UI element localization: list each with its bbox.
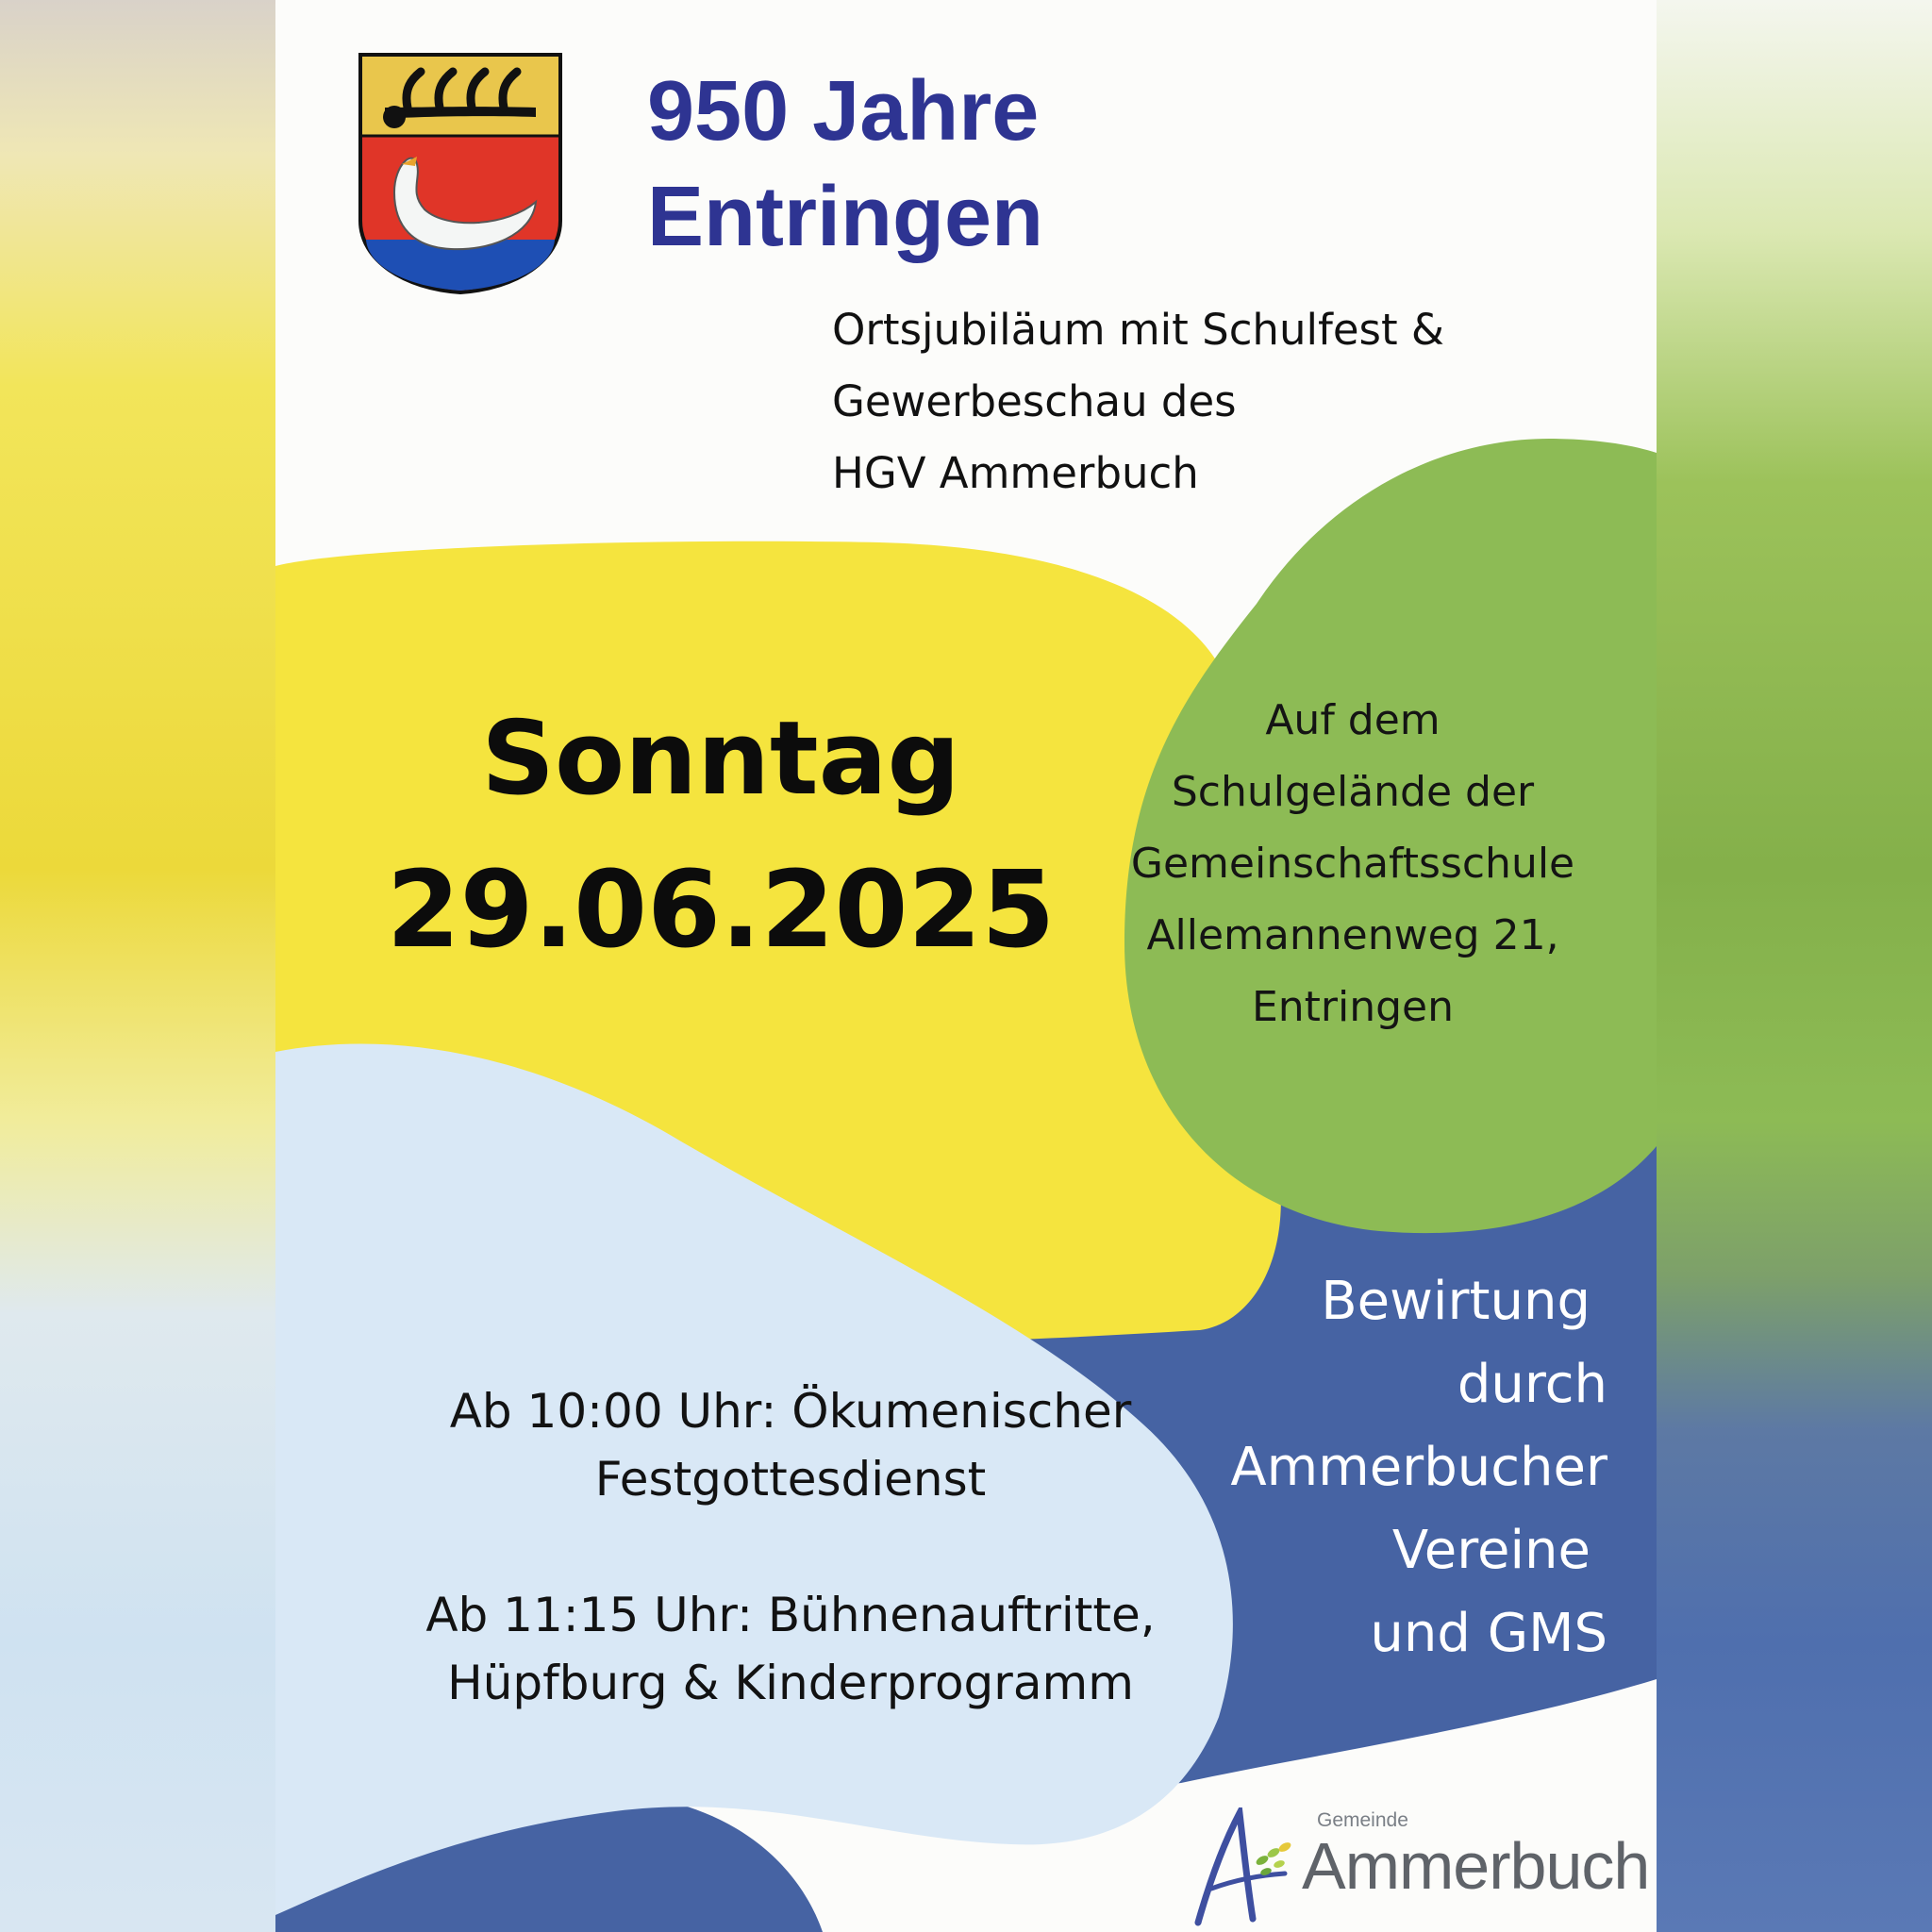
catering-line: und GMS bbox=[1370, 1603, 1607, 1664]
blurred-background-right bbox=[1657, 0, 1932, 1932]
program-item-service bbox=[347, 1377, 1234, 1513]
event-location bbox=[1117, 685, 1589, 1043]
subtitle-line: Ortsjubiläum mit Schulfest & bbox=[832, 305, 1444, 355]
program-line: Festgottesdienst bbox=[594, 1452, 987, 1507]
location-line: Schulgelände der bbox=[1171, 768, 1535, 816]
catering-line: Ammerbucher bbox=[1230, 1437, 1607, 1498]
subtitle bbox=[832, 294, 1444, 509]
subtitle-line: Gewerbeschau des bbox=[832, 376, 1237, 426]
event-date: 29.06.2025 bbox=[386, 849, 1056, 972]
catering-line: Bewirtung bbox=[1321, 1271, 1591, 1332]
catering-line: durch bbox=[1457, 1354, 1607, 1415]
logo-big-text: Ammerbuch bbox=[1302, 1829, 1650, 1903]
ammerbuch-logo-icon bbox=[1191, 1807, 1313, 1932]
catering-line: Vereine bbox=[1391, 1520, 1591, 1581]
poster-title bbox=[647, 58, 1043, 270]
location-line: Entringen bbox=[1251, 983, 1455, 1031]
poster bbox=[275, 0, 1657, 1932]
title-line-1: 950 Jahre bbox=[647, 64, 1040, 158]
coat-of-arms-icon bbox=[357, 51, 564, 296]
title-line-2: Entringen bbox=[647, 170, 1043, 264]
location-line: Allemannenweg 21, bbox=[1146, 911, 1559, 959]
event-day: Sonntag bbox=[481, 700, 960, 818]
location-line: Gemeinschaftsschule bbox=[1130, 840, 1575, 888]
blurred-background-left bbox=[0, 0, 275, 1932]
ammerbuch-logo bbox=[1191, 1807, 1650, 1932]
location-line: Auf dem bbox=[1265, 696, 1441, 744]
program-line: Ab 10:00 Uhr: Ökumenischer bbox=[449, 1384, 1132, 1439]
program-line: Ab 11:15 Uhr: Bühnenauftritte, bbox=[425, 1588, 1156, 1642]
program-item-stage bbox=[347, 1581, 1234, 1717]
logo-small-text: Gemeinde bbox=[1317, 1809, 1408, 1831]
subtitle-line: HGV Ammerbuch bbox=[832, 448, 1199, 498]
catering-info bbox=[1230, 1260, 1607, 1675]
program-line: Hüpfburg & Kinderprogramm bbox=[447, 1656, 1134, 1710]
